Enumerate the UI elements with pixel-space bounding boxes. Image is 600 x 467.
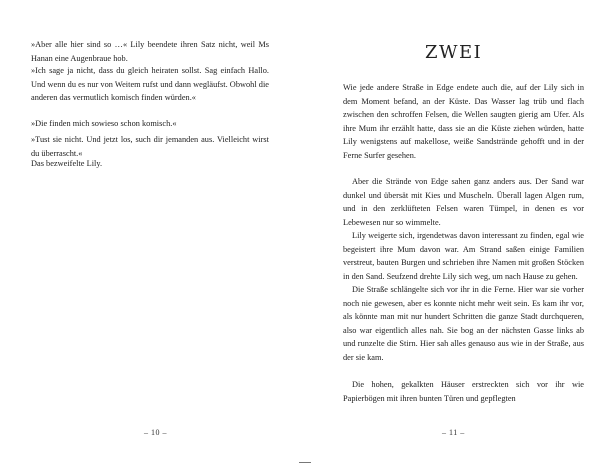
page-number: – 10 –	[144, 428, 167, 437]
page-number: – 11 –	[442, 428, 465, 437]
paragraph: »Ich sage ja nicht, dass du gleich heiraten sollst. Sag einfach Hallo. Und wenn du es nur von Weitem rufst und dann wegläufst. Obwohl die anderen das vermutlich komisch finden würden.«	[31, 66, 269, 103]
book-page-right	[300, 0, 600, 467]
chapter-title: ZWEI	[425, 42, 483, 63]
paragraph: Die hohen, gekalkten Häuser erstreckten sich vor ihr wie Papierbögen mit ihren bunten Türen und gepflegten	[343, 380, 584, 403]
paragraph: Die Straße schlängelte sich vor ihr in die Ferne. Hier war sie vorher noch nie gewesen, aber es konnte nicht mehr weit sein. Es kam ihr vor, als könnte man mit nur hundert Schritten die ganze Stadt durchqueren, also war eigentlich alles nah. Sie bog an der nächsten Gasse links ab und runzelte die Stirn. Hier sah alles genauso aus wie in der Straße, aus der sie kam.	[343, 285, 584, 362]
gutter-mark	[299, 462, 311, 463]
paragraph: »Tust sie nicht. Und jetzt los, such dir jemanden aus. Vielleicht wirst du überrascht.«	[31, 135, 269, 158]
paragraph: Wie jede andere Straße in Edge endete auch die, auf der Lily sich in dem Moment befand, an der Küste. Das Wasser lag trüb und flach zwischen den schroffen Felsen, die Wellen saugten gierig am Ufer. Als ihre Mum ihr erzählt hatte, dass sie an die Küste ziehen würden, hatte Lily wenigstens auf makellose, weiße Sandstrände gehofft und in der Ferne Surfer gesehen.	[343, 83, 584, 160]
paragraph: »Aber alle hier sind so …« Lily beendete ihren Satz nicht, weil Ms Hanan eine Augenbraue hob.	[31, 40, 269, 63]
paragraph: Das bezweifelte Lily.	[31, 159, 103, 168]
paragraph: Lily weigerte sich, irgendetwas davon interessant zu finden, egal wie begeistert ihre Mum davon war. Am Strand saßen einige Familien verstreut, bauten Burgen und schrieben ihre Namen mit großen Stöcken in den Sand. Seufzend drehte Lily sich weg, um nach Hause zu gehen.	[343, 231, 584, 281]
paragraph: »Die finden mich sowieso schon komisch.«	[31, 119, 177, 128]
paragraph: Aber die Strände von Edge sahen ganz anders aus. Der Sand war dunkel und übersät mit Kies und Muscheln. Überall lagen Algen rum, und in den zerklüfteten Felsen waren Tümpel, in denen es vor Lebewesen nur so wimmelte.	[343, 177, 584, 227]
